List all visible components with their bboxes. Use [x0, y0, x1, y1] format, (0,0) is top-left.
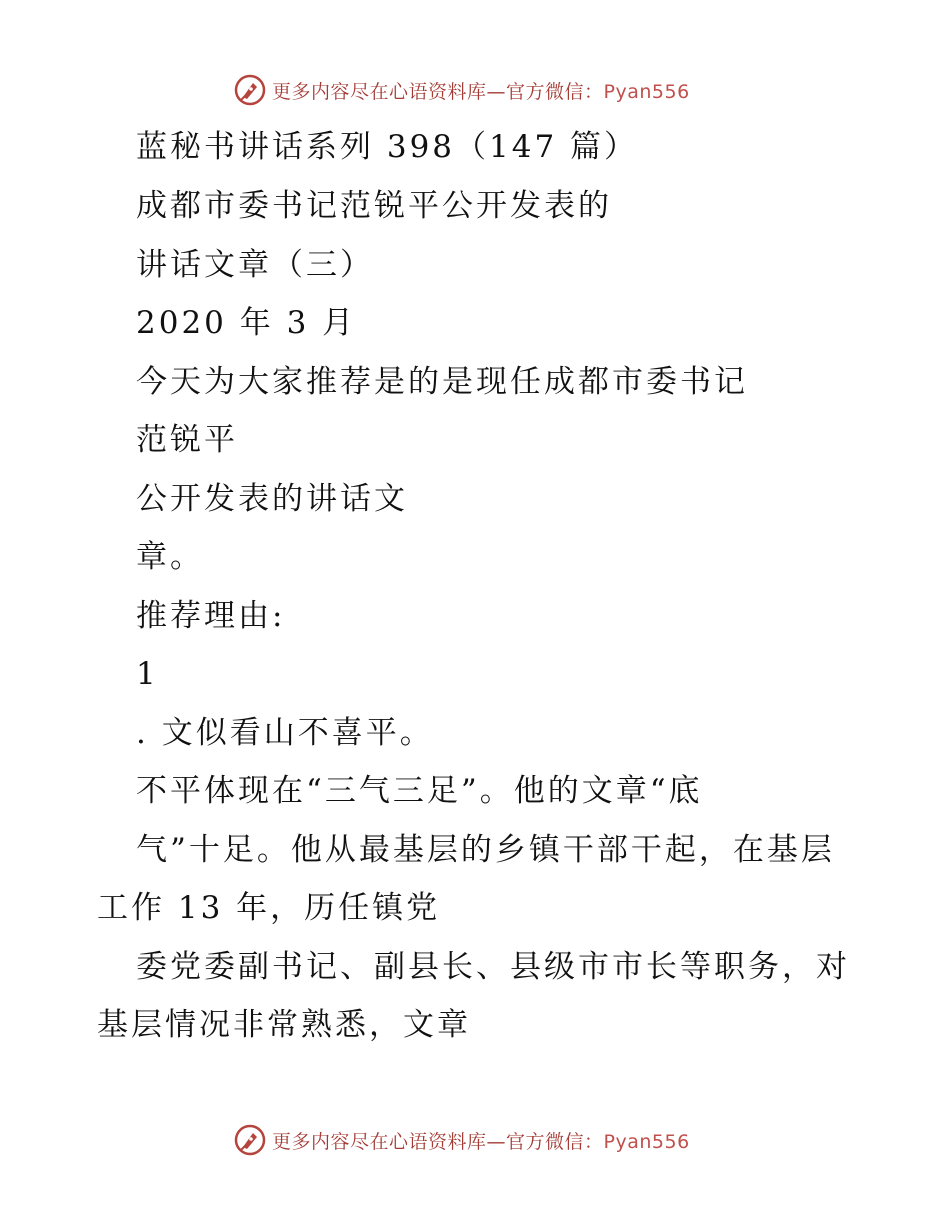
watermark-text: 更多内容尽在心语资料库—官方微信：Pyan556	[272, 1130, 690, 1153]
paragraph-line: 公开发表的讲话文	[136, 481, 408, 517]
paragraph-line: 工作 13 年，历任镇党	[97, 890, 441, 926]
paragraph-line: 范锐平	[136, 422, 238, 458]
list-item-heading: . 文似看山不喜平。	[136, 715, 434, 751]
article-title-line-2: 讲话文章（三）	[136, 247, 374, 283]
watermark-wechat-id: Pyan556	[603, 80, 690, 103]
paragraph-line: 章。	[136, 539, 204, 575]
series-title-line: 蓝秘书讲话系列 398（147 篇）	[136, 129, 639, 165]
section-heading: 推荐理由:	[136, 598, 286, 634]
watermark-wechat-id: Pyan556	[603, 1130, 690, 1153]
list-number: 1	[136, 656, 159, 692]
pen-nib-logo-icon	[234, 1124, 266, 1156]
date-line: 2020 年 3 月	[136, 305, 357, 341]
paragraph-line: 委党委副书记、副县长、县级市市长等职务，对	[136, 949, 850, 985]
paragraph-line: 不平体现在“三气三足”。他的文章“底	[136, 773, 703, 809]
watermark-footer	[234, 1122, 690, 1158]
pen-nib-logo-icon	[234, 74, 266, 106]
paragraph-line: 基层情况非常熟悉，文章	[97, 1007, 471, 1043]
watermark-text: 更多内容尽在心语资料库—官方微信：Pyan556	[272, 80, 690, 103]
paragraph-line: 气”十足。他从最基层的乡镇干部干起，在基层	[136, 832, 835, 868]
paragraph-line: 今天为大家推荐是的是现任成都市委书记	[136, 364, 748, 400]
watermark-header	[234, 72, 690, 108]
article-title-line-1: 成都市委书记范锐平公开发表的	[136, 188, 612, 224]
